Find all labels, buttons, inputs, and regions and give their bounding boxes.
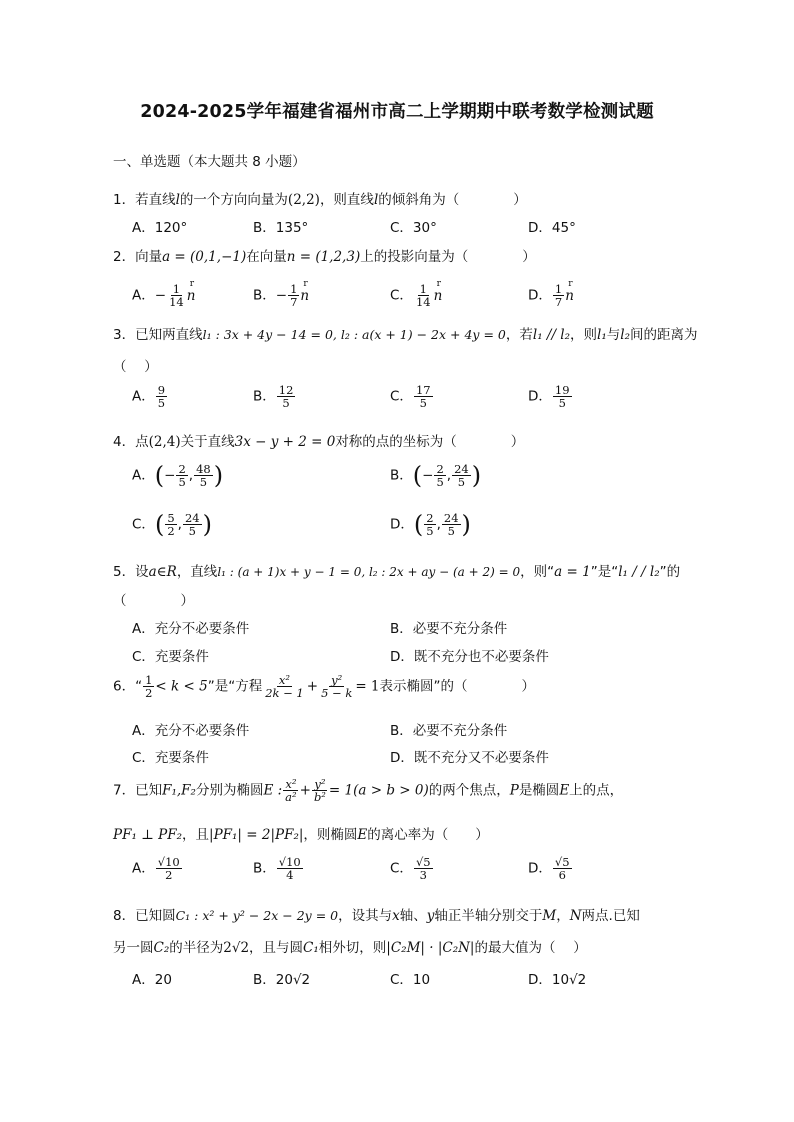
q6-option-a[interactable]: A．充分不必要条件	[132, 723, 250, 739]
q8-option-a[interactable]: A．20	[132, 972, 172, 988]
q5-option-a[interactable]: A．充分不必要条件	[132, 621, 250, 637]
q2-option-b[interactable]: B．− $\frac{1}{7}$ r n	[253, 283, 309, 308]
page-title: 2024-2025学年福建省福州市高二上学期期中联考数学检测试题	[140, 102, 654, 122]
question-4-stem: 4．点(2,4)关于直线3x − y + 2 = 0对称的点的坐标为（ ）	[113, 434, 525, 450]
q1-option-d[interactable]: D．45°	[528, 220, 576, 236]
q7-option-b[interactable]: B． $\frac{√10}{4}$	[253, 855, 301, 882]
q5-option-b[interactable]: B．必要不充分条件	[390, 621, 508, 637]
q3-option-c[interactable]: C． $\frac{17}{5}$	[390, 383, 431, 410]
q4-option-d[interactable]: D．( $\frac{2}{5}$ , $\frac{24}{5}$ )	[390, 510, 471, 539]
q4-option-a[interactable]: A．(− $\frac{2}{5}$ , $\frac{48}{5}$ )	[132, 461, 224, 490]
q7-option-c[interactable]: C． $\frac{√5}{3}$	[390, 855, 431, 882]
q4-option-b[interactable]: B．(− $\frac{2}{5}$ , $\frac{24}{5}$ )	[390, 461, 482, 490]
question-2-stem: 2．向量a = (0,1,−1)在向量n = (1,2,3)上的投影向量为（ ）	[113, 249, 536, 265]
q6-option-d[interactable]: D．既不充分又不必要条件	[390, 750, 549, 766]
q8-option-d[interactable]: D．10√2	[528, 972, 587, 988]
question-5-stem: 5．设a∈R，直线l₁ : (a + 1)x + y − 1 = 0, l₂ : 2x + ay − (a + 2) = 0，则“a = 1”是“l₁ / / l₂”的	[113, 564, 681, 580]
q6-option-c[interactable]: C．充要条件	[132, 750, 209, 766]
q1-option-c[interactable]: C．30°	[390, 220, 437, 236]
q8-option-c[interactable]: C．10	[390, 972, 431, 988]
question-7-stem: 7．已知F₁,F₂分别为椭圆E : $\frac{\text{x²}}{\text{a²}}$ + $\frac{\text{y²}}{\text{b²}}$ = 1(a > b > 0)的两个焦点，P是椭圆E上的点，	[113, 777, 624, 804]
q7-option-d[interactable]: D． $\frac{√5}{6}$	[528, 855, 570, 882]
question-3-stem: 3．已知两直线l₁ : 3x + 4y − 14 = 0, l₂ : a(x + 1) − 2x + 4y = 0，若l₁ // l₂，则l₁与l₂间的距离为	[113, 327, 698, 343]
q3-option-b[interactable]: B． $\frac{12}{5}$	[253, 383, 294, 410]
q5-option-c[interactable]: C．充要条件	[132, 649, 209, 665]
question-8-line-2: 另一圆C₂的半径为2√2，且与圆C₁相外切，则|C₂M| · |C₂N|的最大值为（ ）	[113, 940, 587, 956]
question-1-stem: 1．若直线l的一个方向向量为(2,2)，则直线l的倾斜角为（ ）	[113, 192, 527, 208]
q2-option-c[interactable]: C． $\frac{1}{14}$ r n	[390, 283, 442, 308]
section-heading: 一、单选题（本大题共 8 小题）	[113, 154, 306, 170]
q3-option-a[interactable]: A． $\frac{9}{5}$	[132, 383, 166, 410]
question-7-line-2: PF₁ ⊥ PF₂，且|PF₁| = 2|PF₂|，则椭圆E的离心率为（ ）	[113, 827, 489, 843]
q4-option-c[interactable]: C．( $\frac{5}{2}$ , $\frac{24}{5}$ )	[132, 510, 212, 539]
question-8-stem: 8．已知圆C₁ : x² + y² − 2x − 2y = 0，设其与x轴、y轴正半轴分别交于M，N两点.已知	[113, 908, 640, 924]
q1-option-a[interactable]: A．120°	[132, 220, 188, 236]
q3-option-d[interactable]: D． $\frac{19}{5}$	[528, 383, 570, 410]
question-6-stem: 6．“ $\frac{1}{2}$ < k < 5”是“方程 $\frac{\text{x²}}{2k - 1}$ + $\frac{\text{y²}}{5 - k}$ = 1表示椭圆”的（ ）	[113, 673, 536, 700]
q2-option-d[interactable]: D． $\frac{1}{7}$ r n	[528, 283, 574, 308]
q2-option-a[interactable]: A．− $\frac{1}{14}$ r n	[132, 283, 195, 308]
question-3-paren: （ ）	[113, 359, 158, 375]
q8-option-b[interactable]: B．20√2	[253, 972, 311, 988]
q5-option-d[interactable]: D．既不充分也不必要条件	[390, 649, 549, 665]
q6-option-b[interactable]: B．必要不充分条件	[390, 723, 508, 739]
q1-option-b[interactable]: B．135°	[253, 220, 309, 236]
q7-option-a[interactable]: A． $\frac{√10}{2}$	[132, 855, 180, 882]
question-5-paren: （ ）	[113, 593, 194, 609]
